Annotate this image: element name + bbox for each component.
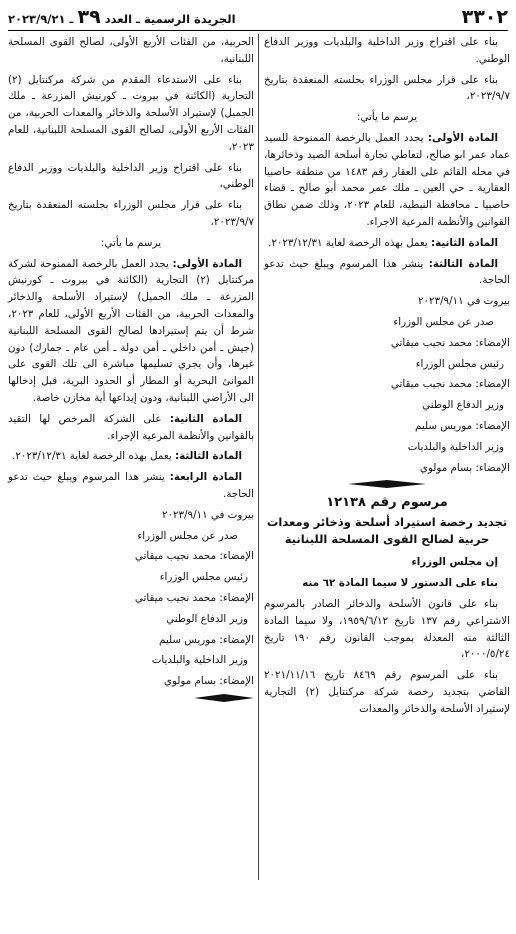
article-label: المادة الثانية: <box>430 236 498 249</box>
article-label: المادة الأولى: <box>172 257 242 270</box>
article-text: يجدد العمل بالرخصة الممنوحة لشركة مركنتايل (٢) التجارية (الكائنة في بيروت ـ كورنيش المزرعة ـ ملك الجميل) لإستيراد الأسلحة والذخائر والمعدات الحربية، من الفئات الأربع الأولى، للعام ٢٠٢٣، شرط أن يتم إستيرادها لصالح القوى المسلحة اللبنانية (جيش ـ أمن داخلي ـ أمن دولة ـ أمن عام ـ جمارك) دون غيرها، وأن يجري تسليمها مباشرة الى تلك القوى على الموانئ البحرية أو المطار أو الحدود البرية، قبل إدخالها الى الأراضي اللبنانية، ودون إيداعها أية مخازن خاصة. <box>8 257 254 404</box>
article-label: المادة الثانية: <box>169 412 243 425</box>
official-title: وزير الدفاع الوطني <box>166 612 248 625</box>
issued-by: صدر عن مجلس الوزراء <box>137 529 238 542</box>
page-number: ٣٣٠٢ <box>461 6 508 28</box>
gazette-date: ـ ٢٠٢٣/٩/٢١ <box>8 12 74 26</box>
page-header <box>8 6 508 28</box>
signature: الإمضاء: محمد نجيب ميقاتي <box>390 336 510 349</box>
official-title: وزير الدفاع الوطني <box>422 399 504 412</box>
article-text: ينشر هذا المرسوم ويبلغ حيث تدعو الحاجة. <box>8 471 254 500</box>
official-title: وزير الداخلية والبلديات <box>151 654 248 667</box>
paragraph: بناء على قرار مجلس الوزراء بجلسته المنعقدة بتاريخ ٢٠٢٣/٩/٧، <box>8 199 254 228</box>
constitution-line: بناء على الدستور لا سيما المادة ٦٢ منه <box>302 577 498 590</box>
paragraph: بناء على المرسوم رقم ٨٤٦٩ تاريخ ٢٠٢١/١١/١٦ القاضي بتجديد رخصة شركة مركنتايل (٢) التجارية لإستيراد الأسلحة والذخائر والمعدات <box>264 669 510 715</box>
article-4 <box>8 469 254 503</box>
signature: الإمضاء: بسام مولوي <box>419 461 510 474</box>
issue-number: ٣٩ <box>77 6 101 28</box>
paragraph: الحربية، من الفئات الأربع الأولى، لصالح القوى المسلحة اللبنانية، <box>8 36 254 65</box>
signature: الإمضاء: محمد نجيب ميقاتي <box>390 378 510 391</box>
article-text: يعمل بهذه الرخصة لغاية ٢٠٢٣/١٢/٣١. <box>12 450 175 463</box>
right-column <box>264 34 510 722</box>
council-line: إن مجلس الوزراء <box>411 556 498 569</box>
gazette-title-prefix: الجريدة الرسمية ـ العدد <box>104 12 236 26</box>
place-date: بيروت في ٢٠٢٣/٩/١١ <box>417 295 510 308</box>
article-label: المادة الثالثة: <box>428 257 499 270</box>
column-divider <box>258 34 259 880</box>
paragraph: بناء على قانون الأسلحة والذخائر الصادر بالمرسوم الاشتراعي رقم ١٣٧ تاريخ ١٩٥٩/٦/١٢، ولا سيما المادة الثالثة منه المعدلة بموجب القانون رقم ١٩٠ تاريخ ٢٠٠٠/٥/٢٤، <box>264 597 510 661</box>
paragraph: بناء على اقتراح وزير الداخلية والبلديات ووزير الدفاع الوطني. <box>264 36 510 65</box>
paragraph: بناء على اقتراح وزير الداخلية والبلديات ووزير الدفاع الوطني، <box>8 161 254 191</box>
separator-ornament <box>348 480 426 488</box>
paragraph: بناء على قرار مجلس الوزراء بجلسته المنعقدة بتاريخ ٢٠٢٣/٩/٧، <box>264 73 510 103</box>
official-title: رئيس مجلس الوزراء <box>159 571 248 584</box>
article-text: ينشر هذا المرسوم ويبلغ حيث تدعو الحاجة. <box>264 257 510 287</box>
decrees-heading: يرسم ما يأتي: <box>356 111 418 124</box>
article-label: المادة الثالثة: <box>174 450 242 463</box>
article-text: على الشركة المرخص لها التقيد بالقوانين والأنظمة المرعية الإجراء. <box>8 412 254 442</box>
left-column <box>8 34 254 702</box>
paragraph: بناء على الاستدعاء المقدم من شركة مركنتايل (٢) التجارية (الكائنة في بيروت ـ كورنيش المزرعة ـ ملك الجميل) لإستيراد الأسلحة والذخائر والمعدات الحربية، من الفئات الأربع الأولى، لصالح القوى المسلحة اللبنانية، للعام ٢٠٢٣، <box>8 73 254 153</box>
official-title: وزير الداخلية والبلديات <box>407 440 504 453</box>
article-3 <box>8 448 254 465</box>
official-title: رئيس مجلس الوزراء <box>415 357 504 370</box>
decrees-heading: يرسم ما يأتي: <box>100 236 162 249</box>
article-text: يجدد العمل بالرخصة الممنوحة للسيد عماد عمر ابو صالح، لتعاطي تجارة أسلحة الصيد وذخائرها، في محله القائم على العقار رقم ١٤٨٣ من منطقة حاصبيا العقارية ـ حي العين ـ ملك عمر محمد أبو صالح ـ قضاء حاصبيا ـ محافظة النبطية، للعام ٢٠٢٣، وذلك ضمن نطاق القوانين والأنظمة المرعية الاجراء. <box>264 131 510 228</box>
article-1 <box>8 256 254 407</box>
issued-by: صدر عن مجلس الوزراء <box>393 315 494 328</box>
article-2 <box>8 411 254 445</box>
signature: الإمضاء: محمد نجيب ميقاتي <box>134 550 254 563</box>
header-rule <box>8 30 508 31</box>
signature: الإمضاء: بسام مولوي <box>163 675 254 688</box>
gazette-title <box>8 6 236 28</box>
article-text: يعمل بهذه الرخصة لغاية ٢٠٢٣/١٢/٣١. <box>268 236 431 249</box>
decree-subtitle: تجديد رخصة استيراد أسلحة وذخائر ومعدات حربية لصالح القوى المسلحة اللبنانية <box>266 515 508 547</box>
article-1 <box>264 130 510 231</box>
signature: الإمضاء: موريس سليم <box>159 633 254 646</box>
article-label: المادة الرابعة: <box>169 471 242 484</box>
signature: الإمضاء: موريس سليم <box>415 419 510 432</box>
signature: الإمضاء: محمد نجيب ميقاتي <box>134 591 254 604</box>
separator-ornament <box>194 694 254 702</box>
article-3 <box>264 256 510 290</box>
decree-title: مرسوم رقم ١٢١٣٨ <box>326 495 448 511</box>
place-date: بيروت في ٢٠٢٣/٩/١١ <box>161 508 254 521</box>
article-2 <box>264 235 510 252</box>
article-label: المادة الأولى: <box>427 131 498 144</box>
